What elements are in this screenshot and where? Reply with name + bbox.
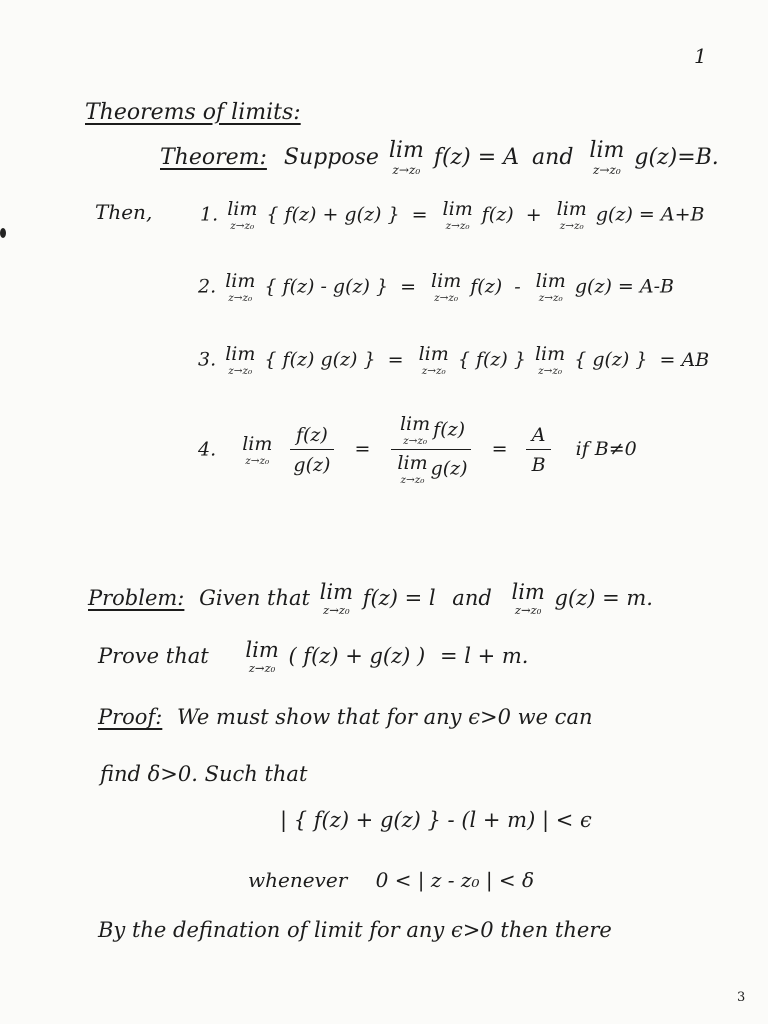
theorem-label: Theorem:	[160, 145, 267, 171]
item-2: 2. lim z→z₀ { f(z) - g(z) } = lim z→z₀ f(z) - lim z→z₀ g(z) = A-B	[198, 270, 674, 304]
problem-label: Problem:	[88, 585, 185, 610]
limit-g: lim z→z₀	[589, 138, 625, 177]
item-3: 3. lim z→z₀ { f(z) g(z) } = lim z→z₀ { f(z) } lim z→z₀ { g(z) } = AB	[198, 343, 710, 377]
prove-line: Prove that lim z→z₀ ( f(z) + g(z) ) = l + m.	[98, 638, 529, 675]
heading: Theorems of limits:	[85, 100, 301, 125]
proof-line-1: Proof: We must show that for any ϵ>0 we can	[98, 705, 593, 729]
item-4-lhs-fraction: $\frac{f(z)}{g(z)}$	[287, 424, 336, 476]
page-number-bottom: 3	[737, 990, 746, 1005]
and-text: and	[532, 145, 574, 171]
item-4: 4. lim z→z₀ $\frac{f(z)}{g(z)}$ = lim z→z₀ f(z) lim z→z₀ g(z) = $\frac{A}{B}$ if B≠0	[198, 413, 637, 487]
item-3-lhs: { f(z) g(z) }	[264, 348, 376, 371]
theorem-line	[160, 140, 719, 176]
item-4-number: 4.	[198, 438, 217, 461]
f-equals-a: f(z) = A	[433, 145, 520, 171]
item-1: 1. lim z→z₀ { f(z) + g(z) } = lim z→z₀ f(z) + lim z→z₀ g(z) = A+B	[200, 198, 705, 232]
prove-result: = l + m.	[439, 643, 529, 668]
item-2-result: g(z) = A-B	[574, 275, 674, 298]
proof-line-2: find δ>0. Such that	[100, 762, 308, 786]
limit-f: lim z→z₀	[388, 138, 424, 177]
item-4-rhs-fraction: lim z→z₀ f(z) lim z→z₀ g(z)	[388, 415, 473, 486]
item-2-lhs: { f(z) - g(z) }	[264, 275, 389, 298]
item-3-number: 3.	[198, 348, 217, 371]
f-equals-l: f(z) = l	[362, 585, 436, 610]
last-line: By the defination of limit for any ϵ>0 then there	[98, 918, 612, 942]
item-1-result: g(z) = A+B	[595, 203, 705, 226]
whenever-line	[248, 868, 534, 892]
inequality: | { f(z) + g(z) } - (l + m) | < ϵ	[280, 808, 592, 832]
g-equals-m: g(z) = m.	[554, 585, 653, 610]
item-1-lhs: { f(z) + g(z) }	[266, 203, 400, 226]
prove-expr: ( f(z) + g(z) )	[288, 643, 426, 668]
suppose-text: Suppose	[283, 145, 379, 171]
g-equals-b: g(z)=B.	[634, 145, 719, 171]
problem-line: Problem: Given that lim z→z₀ f(z) = l and lim z→z₀ g(z) = m.	[88, 580, 653, 617]
page-number-top: 1	[694, 44, 707, 68]
proof-label: Proof:	[98, 705, 163, 729]
whenever-condition: 0 < | z - z₀ | < δ	[375, 868, 535, 892]
item-1-number: 1.	[200, 203, 219, 226]
item-3-result: = AB	[659, 348, 710, 371]
item-2-number: 2.	[198, 275, 217, 298]
ink-dot	[0, 228, 6, 238]
whenever-text: whenever	[248, 868, 348, 892]
item-1-lim: lim z→z₀	[227, 198, 258, 232]
given-text: Given that	[199, 585, 310, 610]
item-4-a-over-b: $\frac{A}{B}$	[526, 424, 552, 476]
prove-text: Prove that	[98, 643, 209, 668]
then-label: Then,	[95, 200, 153, 224]
item-4-condition: if B≠0	[575, 438, 637, 461]
